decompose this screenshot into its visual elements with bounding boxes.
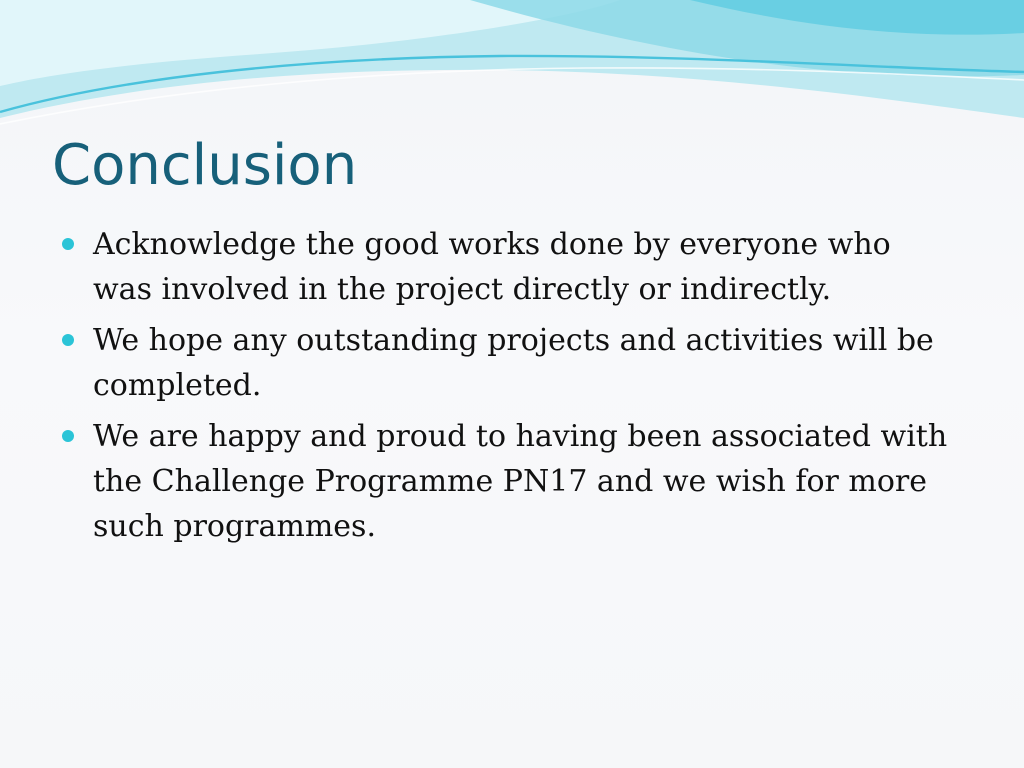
bullet-list [62, 222, 952, 555]
bullet-item [62, 318, 952, 408]
bullet-item [62, 414, 952, 549]
bullet-text: We are happy and proud to having been associated with the Challenge Programme PN17 and we wish for more such programmes. [93, 419, 948, 544]
bullet-icon [62, 334, 74, 346]
header-wave-decoration [0, 0, 1024, 130]
bullet-text: We hope any outstanding projects and activities will be completed. [93, 323, 934, 403]
bullet-icon [62, 430, 74, 442]
slide-title: Conclusion [52, 133, 358, 198]
bullet-text: Acknowledge the good works done by everyone who was involved in the project directly or indirectly. [93, 227, 891, 307]
bullet-icon [62, 238, 74, 250]
bullet-item [62, 222, 952, 312]
